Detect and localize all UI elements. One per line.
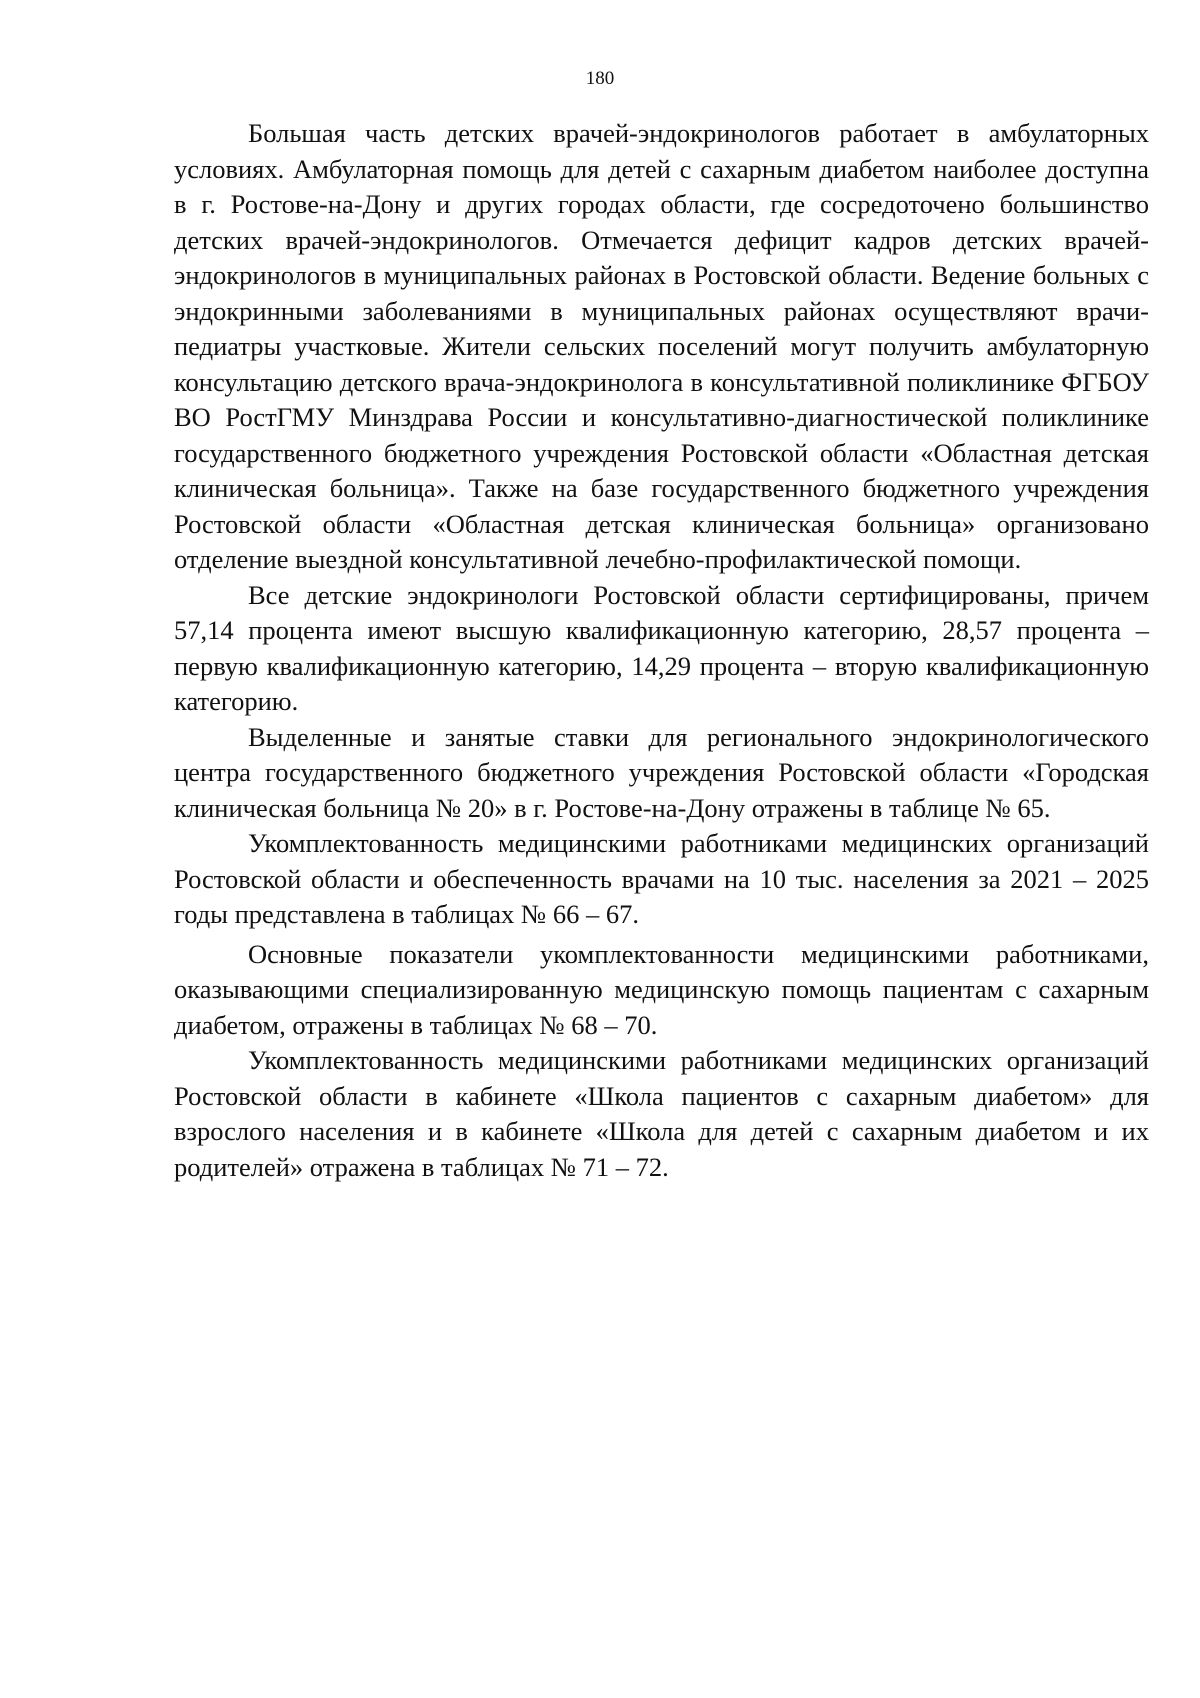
paragraph-certification: Все детские эндокринологи Ростовской области сертифицированы, причем 57,14 процента имеют высшую квалификационную категорию, 28,57 процента – первую квалификационную категорию, 14,29 процента – вторую квалификационную категорию. <box>174 579 1149 716</box>
page-number: 180 <box>585 68 615 89</box>
paragraph-regional-center: Выделенные и занятые ставки для регионального эндокринологического центра государственного бюджетного учреждения Ростовской области «Городская клиническая больница № 20» в г. Ростове-на-Дону отражены в таблице № 65. <box>174 721 1149 823</box>
paragraph-specialized-care: Основные показатели укомплектованности медицинскими работниками, оказывающими специализированную медицинскую помощь пациентам с сахарным диабетом, отражены в таблицах № 68 – 70. <box>174 938 1149 1040</box>
document-body <box>174 116 1149 1185</box>
paragraph-staffing-tables: Укомплектованность медицинскими работниками медицинских организаций Ростовской области и обеспеченность врачами на 10 тыс. населения за 2021 – 2025 годы представлена в таблицах № 66 – 67. <box>174 828 1149 929</box>
paragraph-diabetes-school: Укомплектованность медицинскими работниками медицинских организаций Ростовской области в кабинете «Школа пациентов с сахарным диабетом» для взрослого населения и в кабинете «Школа для детей с сахарным диабетом и их родителей» отражена в таблицах № 71 – 72. <box>174 1045 1149 1182</box>
paragraph-pediatric-endocrinologists: Большая часть детских врачей-эндокринологов работает в амбулаторных условиях. Амбулаторная помощь для детей с сахарным диабетом наиболее доступна в г. Ростове-на-Дону и других городах области, где сосредоточено большинство детских врачей-эндокринологов. Отмечается дефицит кадров детских врачей-эндокринологов в муниципальных районах в Ростовской области. Ведение больных с эндокринными заболеваниями в муниципальных районах осуществляют врачи-педиатры участковые. Жители сельских поселений могут получить амбулаторную консультацию детского врача-эндокринолога в консультативной поликлинике ФГБОУ ВО РостГМУ Минздрава России и консультативно-диагностической поликлинике государственного бюджетного учреждения Ростовской области «Областная детская клиническая больница». Также на базе государственного бюджетного учреждения Ростовской области «Областная детская клиническая больница» организовано отделение выездной консультативной лечебно-профилактической помощи. <box>174 118 1149 574</box>
